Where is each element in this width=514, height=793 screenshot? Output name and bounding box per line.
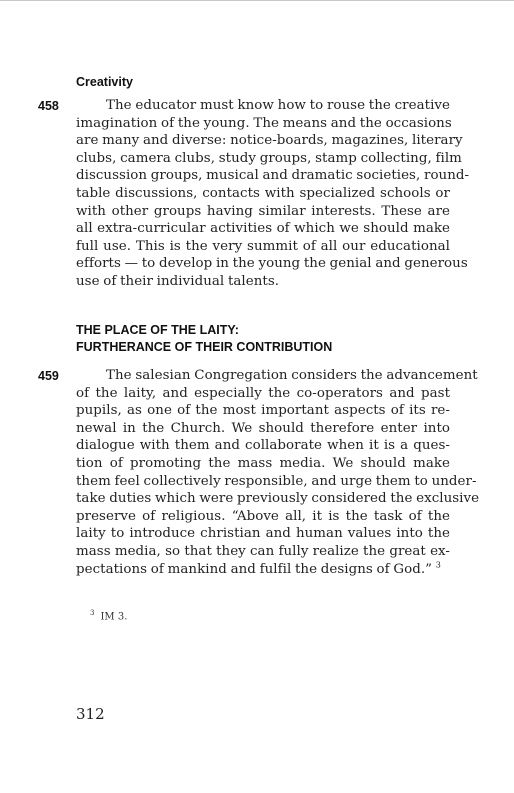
text-line: take duties which were previously considered the exclusive	[76, 491, 480, 507]
text-line: newal in the Church. We should therefore enter into	[76, 420, 450, 436]
text-line: imagination of the young. The means and the occasions	[76, 115, 452, 131]
text-line: laity to introduce christian and human values into the	[76, 526, 450, 542]
text-line: are many and diverse: notice-boards, magazines, literary	[76, 133, 463, 149]
text-line: them feel collectively responsible, and urge them to under-	[76, 473, 477, 489]
text-line-content: pectations of mankind and fulfil the designs of God.”	[76, 561, 433, 577]
section-heading-laity	[76, 322, 332, 356]
text-line: efforts — to develop in the young the genial and generous	[76, 256, 468, 272]
footnote-text: IM 3.	[100, 611, 128, 623]
text-line: all extra-curricular activities of which we should make	[76, 221, 450, 237]
paragraph-458	[76, 97, 470, 291]
text-line: of the laity, and especially the co-operators and past	[76, 385, 450, 401]
text-line: with other groups having similar interests. These are	[76, 203, 450, 219]
text-line	[76, 561, 450, 579]
text-line: clubs, camera clubs, study groups, stamp collecting, film	[76, 150, 462, 166]
text-line: The educator must know how to rouse the creative	[106, 98, 450, 113]
section-heading-creativity: Creativity	[76, 75, 133, 89]
paragraph-459	[76, 367, 480, 578]
text-line: full use. This is the very summit of all our educational	[76, 238, 450, 254]
text-line: table discussions, contacts with specialized schools or	[76, 185, 450, 201]
text-line: pupils, as one of the most important aspects of its re-	[76, 403, 450, 419]
text-line: preserve of religious. “Above all, it is the task of the	[76, 508, 450, 524]
top-rule	[0, 0, 514, 1]
footnote-reference: 3	[435, 560, 441, 570]
footnote	[90, 609, 127, 622]
text-line: dialogue with them and collaborate when it is a ques-	[76, 438, 450, 454]
text-line: The salesian Congregation considers the advancement	[106, 368, 478, 383]
paragraph-number-459: 459	[38, 369, 59, 383]
section-heading-line: THE PLACE OF THE LAITY:	[76, 323, 239, 337]
text-line: mass media, so that they can fully realize the great ex-	[76, 543, 450, 559]
page-number: 312	[76, 705, 105, 723]
text-line: discussion groups, musical and dramatic societies, round-	[76, 168, 470, 184]
paragraph-number-458: 458	[38, 99, 59, 113]
text-line: use of their individual talents.	[76, 273, 280, 289]
footnote-marker: 3	[90, 609, 95, 617]
section-heading-line: FURTHERANCE OF THEIR CONTRIBUTION	[76, 340, 333, 354]
text-line: tion of promoting the mass media. We should make	[76, 455, 450, 471]
